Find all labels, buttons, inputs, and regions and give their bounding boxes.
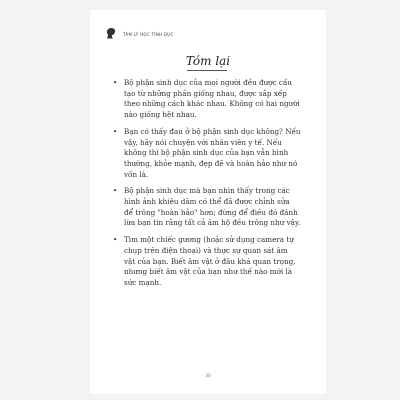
book-page	[90, 10, 326, 394]
bullet-icon: •	[113, 235, 118, 245]
section-title: Tóm lại	[185, 54, 231, 68]
title-underline	[187, 70, 227, 71]
header-title: TÂM LÝ HỌC TÍNH DỤC	[123, 32, 174, 37]
silhouette-icon	[105, 27, 119, 39]
list-item	[113, 78, 301, 121]
running-header	[105, 27, 174, 39]
bullet-icon: •	[113, 78, 118, 87]
list-item-text: Bạn có thấy đau ở bộ phận sinh dục không? Nếu vậy, hãy nói chuyện với nhân viên y tế. Nếu không thì bộ phận sinh dục của bạn vẫn bình thường, khỏe mạnh, đẹp đẽ và hoàn hảo như nó vốn là.	[124, 126, 301, 179]
bullet-icon: •	[113, 126, 118, 136]
list-item	[113, 235, 301, 289]
bullet-icon: •	[113, 186, 118, 196]
page-number: 30	[205, 374, 211, 379]
summary-list	[113, 78, 301, 295]
list-item-text: Bộ phận sinh dục mà bạn nhìn thấy trong các hình ảnh khiêu dâm có thể đã được chỉnh sửa để trông "hoàn hảo" hơn; đừng để điều đó đánh lừa bạn tin rằng tất cả âm hộ đều trông như vậy.	[124, 186, 301, 228]
list-item-text: Tìm một chiếc gương (hoặc sử dụng camera tự chụp trên điện thoại) và thực sự quan sát âm vật của bạn. Biết âm vật ở đâu khá quan trọng, nhưng biết âm vật của bạn như thế nào mới là sức mạnh.	[124, 235, 296, 287]
list-item	[113, 127, 301, 181]
list-item-text: Bộ phận sinh dục của mọi người đều được cấu tạo từ những phần giống nhau, được sắp xếp theo những cách khác nhau. Không có hai người nào giống hệt nhau.	[124, 78, 300, 120]
list-item	[113, 186, 301, 229]
